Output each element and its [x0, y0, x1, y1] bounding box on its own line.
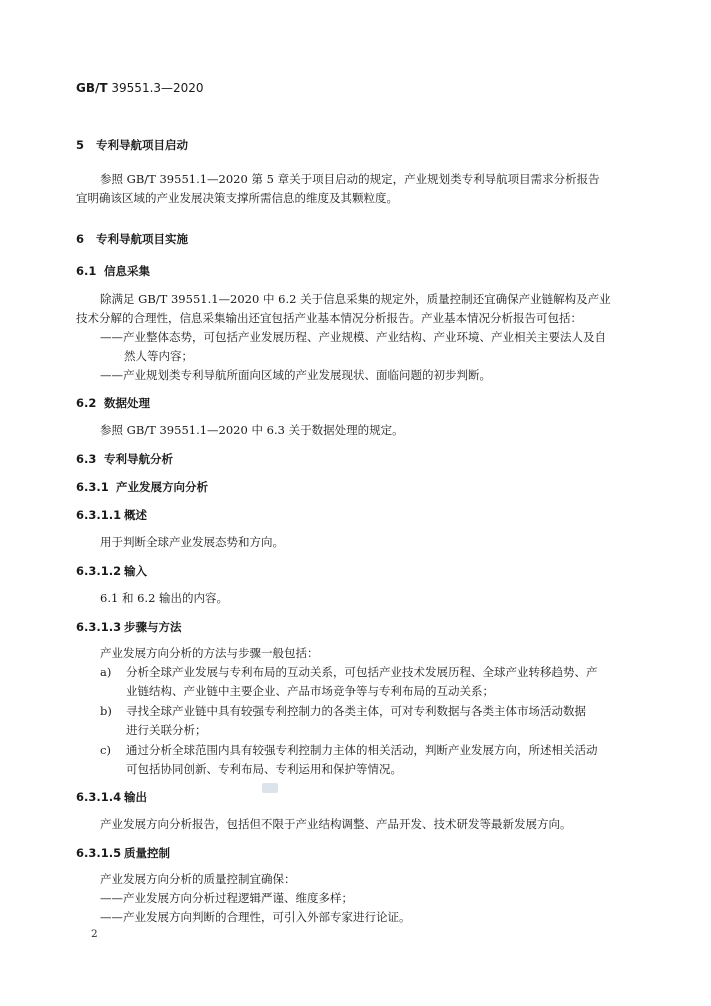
list-item-continuation: 然人等内容；	[124, 349, 193, 363]
list-marker-b: b)	[100, 704, 112, 718]
body-text-line: 用于判断全球产业发展态势和方向。	[100, 535, 284, 549]
section-heading-6: 6 专利导航项目实施	[76, 232, 188, 246]
watermark-mark	[262, 783, 278, 793]
section-heading-6-3-1: 6.3.1 产业发展方向分析	[76, 480, 208, 494]
list-item-continuation: 进行关联分析；	[126, 723, 207, 737]
list-item-c: 通过分析全球范围内具有较强专利控制力主体的相关活动，判断产业发展方向，所述相关活动	[126, 743, 598, 757]
list-item-continuation: 业链结构、产业链中主要企业、产品市场竞争等与专利布局的互动关系；	[126, 684, 494, 698]
list-marker-c: c)	[100, 743, 111, 757]
section-heading-5: 5 专利导航项目启动	[76, 138, 188, 152]
section-heading-6-2: 6.2 数据处理	[76, 396, 150, 410]
section-heading-6-3: 6.3 专利导航分析	[76, 452, 173, 466]
list-item-continuation: 可包括协同创新、专利布局、专利运用和保护等情况。	[126, 762, 402, 776]
list-item-b: 寻找全球产业链中具有较强专利控制力的各类主体，可对专利数据与各类主体市场活动数据	[126, 704, 586, 718]
section-heading-6-3-1-4: 6.3.1.4 输出	[76, 790, 147, 804]
body-text-line: 6.1 和 6.2 输出的内容。	[100, 591, 229, 605]
body-text-line: 技术分解的合理性，信息采集输出还宜包括产业基本情况分析报告。产业基本情况分析报告可包括：	[76, 311, 582, 325]
list-item-a: 分析全球产业发展与专利布局的互动关系，可包括产业技术发展历程、全球产业转移趋势、产	[126, 665, 598, 679]
standard-number	[76, 81, 204, 95]
body-text-line: 产业发展方向分析的质量控制宜确保：	[100, 872, 296, 886]
list-item-dash: ——产业规划类专利导航所面向区域的产业发展现状、面临问题的初步判断。	[100, 368, 491, 382]
section-heading-6-3-1-5: 6.3.1.5 质量控制	[76, 846, 170, 860]
body-text-line: 产业发展方向分析报告，包括但不限于产业结构调整、产品开发、技术研发等最新发展方向。	[100, 817, 572, 831]
list-item-dash: ——产业发展方向判断的合理性，可引入外部专家进行论证。	[100, 910, 411, 924]
list-item-dash: ——产业整体态势，可包括产业发展历程、产业规模、产业结构、产业环境、产业相关主要法人及自	[100, 330, 606, 344]
page-number: 2	[91, 928, 98, 940]
section-heading-6-1: 6.1 信息采集	[76, 264, 150, 278]
section-heading-6-3-1-2: 6.3.1.2 输入	[76, 564, 147, 578]
body-text-line: 产业发展方向分析的方法与步骤一般包括：	[100, 646, 319, 660]
section-heading-6-3-1-1: 6.3.1.1 概述	[76, 508, 147, 522]
list-item-dash: ——产业发展方向分析过程逻辑严谨、维度多样；	[100, 891, 353, 905]
body-text-line: 宜明确该区域的产业发展决策支撑所需信息的维度及其颗粒度。	[76, 191, 398, 205]
list-marker-a: a)	[100, 665, 112, 679]
standard-prefix: GB/T	[76, 81, 108, 95]
body-text-line: 除满足 GB/T 39551.1—2020 中 6.2 关于信息采集的规定外，质量控制还宜确保产业链解构及产业	[100, 292, 611, 306]
section-heading-6-3-1-3: 6.3.1.3 步骤与方法	[76, 620, 182, 634]
standard-code: 39551.3—2020	[111, 81, 204, 95]
body-text-line: 参照 GB/T 39551.1—2020 中 6.3 关于数据处理的规定。	[100, 423, 404, 437]
body-text-line: 参照 GB/T 39551.1—2020 第 5 章关于项目启动的规定，产业规划类专利导航项目需求分析报告	[100, 172, 600, 186]
